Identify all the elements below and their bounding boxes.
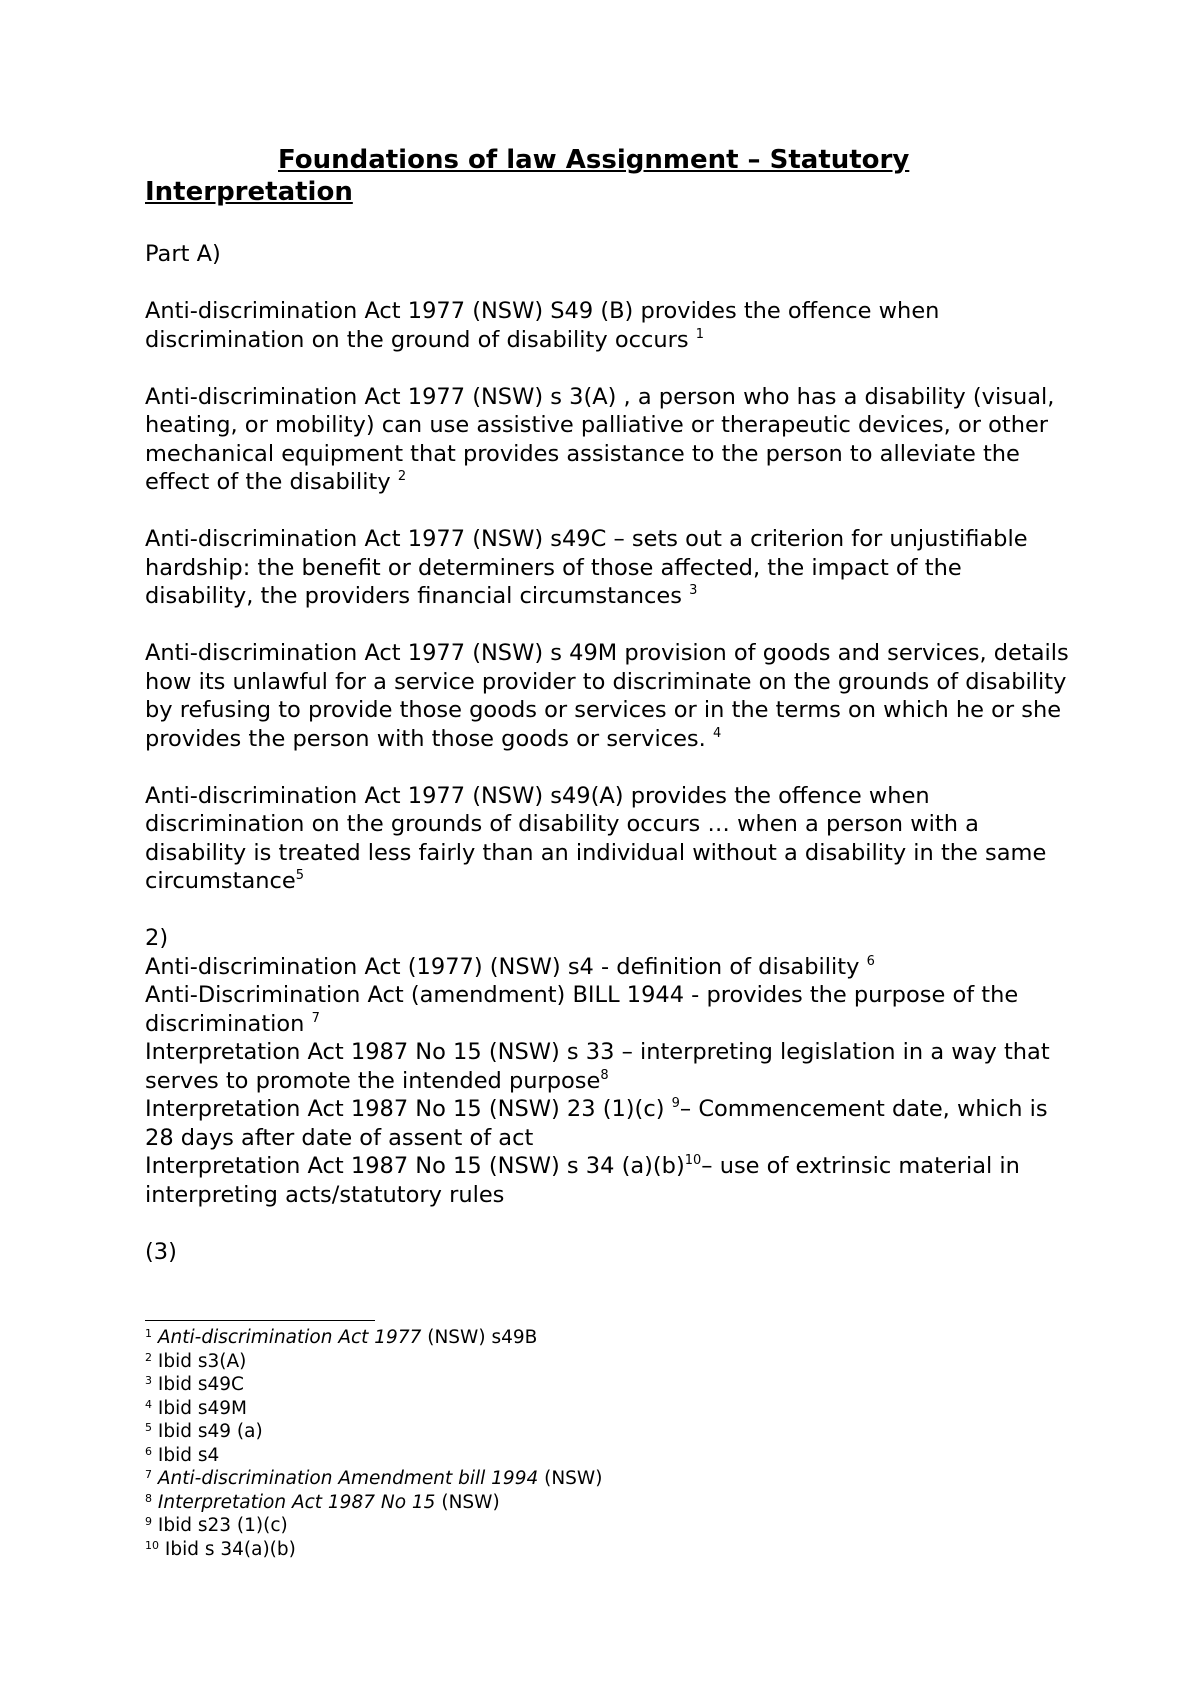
part-2-section — [145, 924, 1075, 1209]
footnote-number: 9 — [145, 1515, 152, 1528]
footnote-ref: 8 — [600, 1067, 609, 1083]
footnote-number: 6 — [145, 1444, 152, 1458]
part-a-label: Part A) — [145, 241, 221, 267]
item-text-after: – Commencement date, which is 28 days after date of assent of act — [145, 1096, 1048, 1151]
part-2-label: 2) — [145, 925, 169, 951]
footnote-separator — [145, 1320, 375, 1321]
paragraph-text: Anti-discrimination Act 1977 (NSW) s49(A) provides the offence when discrimination on the grounds of disability occurs … when a person with a disability is treated less fairly than an individual without a disability in the same circumstance — [145, 782, 1047, 894]
footnote-number: 2 — [145, 1350, 152, 1364]
footnotes — [145, 1326, 1045, 1561]
footnote-text: Ibid s 34(a)(b) — [164, 1538, 296, 1560]
footnote-ref: 10 — [684, 1153, 702, 1168]
paragraph-text: Anti-discrimination Act 1977 (NSW) s49C – sets out a criterion for unjustifiable hardship: the benefit or determiners of those affected, the impact of the disability, the providers financial circumstances — [145, 526, 1028, 609]
footnote-text: (NSW) — [435, 1491, 500, 1513]
paragraph-5 — [145, 782, 1075, 896]
part-2-item — [145, 1095, 1075, 1152]
footnote — [145, 1444, 1045, 1468]
paragraph-4 — [145, 639, 1075, 753]
footnote-italic: Interpretation Act 1987 No 15 — [157, 1491, 436, 1513]
part-2-item — [145, 1152, 1075, 1209]
footnote-number: 10 — [145, 1538, 159, 1552]
footnote-text: Ibid s49C — [157, 1374, 244, 1395]
footnote-text: Ibid s23 (1)(c) — [157, 1515, 288, 1536]
paragraph-text: Anti-discrimination Act 1977 (NSW) s 49M provision of goods and services, details how its unlawful for a service provider to discriminate on the grounds of disability by refusing to provide those goods or services or in the terms on which he or she provides the person with those goods or services. — [145, 640, 1069, 752]
footnote-ref: 3 — [689, 583, 698, 598]
item-text: Interpretation Act 1987 No 15 (NSW) 23 (1)(c) — [145, 1096, 672, 1122]
footnote — [145, 1538, 1045, 1562]
footnote — [145, 1350, 1045, 1374]
footnote-ref: 6 — [866, 953, 875, 969]
footnote — [145, 1397, 1045, 1421]
footnote-text: (NSW) s49B — [421, 1327, 538, 1348]
footnote-ref: 9 — [671, 1096, 680, 1111]
footnote — [145, 1326, 1045, 1350]
footnote-text: (NSW) — [538, 1468, 603, 1489]
footnote-number: 7 — [145, 1468, 152, 1481]
footnote-ref: 1 — [695, 326, 704, 342]
part-3-label: (3) — [145, 1238, 177, 1265]
part-2-item — [145, 953, 1075, 982]
footnote — [145, 1491, 1045, 1515]
footnote-text: Ibid s3(A) — [157, 1350, 247, 1372]
document-title — [145, 144, 1065, 208]
part-2-item — [145, 1038, 1075, 1095]
footnote-text: Ibid s4 — [157, 1444, 220, 1466]
part-2-item — [145, 981, 1075, 1038]
footnote-ref: 5 — [295, 868, 305, 883]
title-line-1: Foundations of law Assignment – Statutory — [278, 145, 910, 175]
footnote — [145, 1467, 1045, 1491]
footnote-number: 5 — [145, 1421, 152, 1434]
footnote-number: 1 — [145, 1327, 152, 1340]
footnote-ref: 7 — [311, 1010, 320, 1026]
footnote-ref: 2 — [397, 469, 407, 484]
title-line-2: Interpretation — [145, 177, 353, 207]
footnote-number: 3 — [145, 1374, 152, 1387]
paragraph-1 — [145, 297, 1075, 354]
paragraph-2 — [145, 383, 1075, 497]
item-text: Interpretation Act 1987 No 15 (NSW) s 33 – interpreting legislation in a way that serves to promote the intended purpose — [145, 1039, 1050, 1094]
paragraph-text: Anti-discrimination Act 1977 (NSW) s 3(A) , a person who has a disability (visual, heating, or mobility) can use assistive palliative or therapeutic devices, or other mechanical equipment that provides assistance to the person to alleviate the effect of the disability — [145, 383, 1055, 495]
document-body — [145, 240, 1075, 1295]
item-text: Anti-Discrimination Act (amendment) BILL 1944 - provides the purpose of the discrimination — [145, 982, 1019, 1037]
footnote-number: 8 — [145, 1491, 152, 1505]
footnote — [145, 1514, 1045, 1538]
footnote — [145, 1373, 1045, 1397]
footnote-number: 4 — [145, 1397, 152, 1411]
item-text: Interpretation Act 1987 No 15 (NSW) s 34 (a)(b) — [145, 1153, 685, 1179]
footnote-italic: Anti-discrimination Amendment bill 1994 — [157, 1468, 539, 1489]
footnote-text: Ibid s49 (a) — [157, 1421, 263, 1442]
paragraph-3 — [145, 525, 1075, 611]
item-text: Anti-discrimination Act (1977) (NSW) s4 - definition of disability — [145, 953, 867, 980]
footnote-text: Ibid s49M — [157, 1397, 247, 1419]
paragraph-text: Anti-discrimination Act 1977 (NSW) S49 (B) provides the offence when discrimination on the ground of disability occurs — [145, 298, 940, 353]
footnote — [145, 1420, 1045, 1444]
footnote-ref: 4 — [712, 725, 722, 741]
item-text-after: – use of extrinsic material in interpreting acts/statutory rules — [145, 1153, 1020, 1208]
footnote-italic: Anti-discrimination Act 1977 — [157, 1327, 422, 1348]
